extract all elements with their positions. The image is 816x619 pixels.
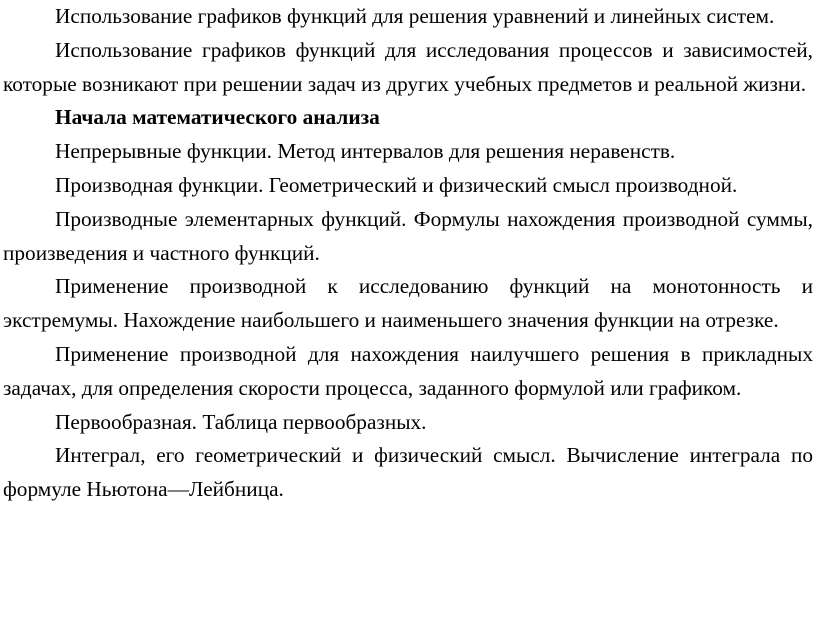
paragraph-graphs-processes: Использование графиков функций для исследования процессов и зависимостей, которые возникают при решении задач из других учебных предметов и реальной жизни.: [3, 37, 813, 96]
paragraph-antiderivative: Первообразная. Таблица первообразных.: [55, 409, 427, 434]
document-page: [3, 0, 813, 507]
section-heading-analysis: Начала математического анализа: [55, 105, 380, 130]
paragraph-integral: Интеграл, его геометрический и физический смысл. Вычисление интеграла по формуле Ньютона—Лейбница.: [3, 443, 813, 502]
paragraph-continuous-functions: Непрерывные функции. Метод интервалов для решения неравенств.: [55, 139, 676, 164]
paragraph-derivative-meaning: Производная функции. Геометрический и физический смысл производной.: [55, 172, 738, 197]
paragraph-monotonicity: Применение производной к исследованию функций на монотонность и экстремумы. Нахождение наибольшего и наименьшего значения функции на отрезке.: [3, 274, 813, 333]
paragraph-graphs-equations: Использование графиков функций для решения уравнений и линейных систем.: [55, 4, 775, 28]
paragraph-applied-problems: Применение производной для нахождения наилучшего решения в прикладных задачах, для определения скорости процесса, заданного формулой или графиком.: [3, 341, 813, 400]
paragraph-derivative-formulas: Производные элементарных функций. Формулы нахождения производной суммы, произведения и частного функций.: [3, 206, 813, 265]
